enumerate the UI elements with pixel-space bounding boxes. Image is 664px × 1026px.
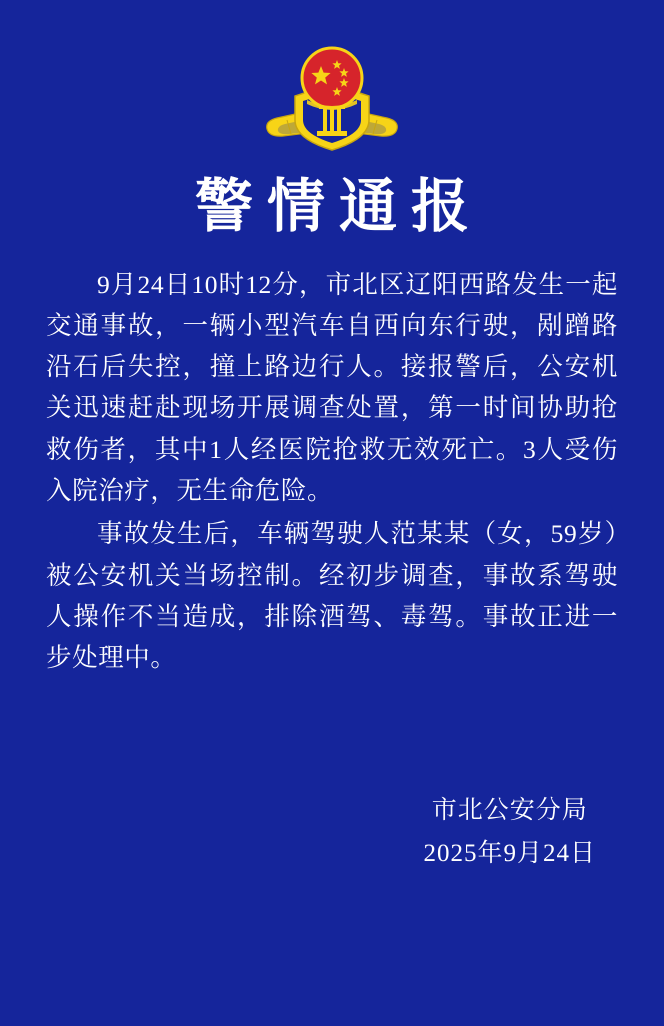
issue-date: 2025年9月24日 [423, 840, 596, 868]
notice-paragraph-2: 事故发生后，车辆驾驶人范某某（女，59岁）被公安机关当场控制。经初步调查，事故系驾驶人操作不当造成，排除酒驾、毒驾。事故正进一步处理中。 [46, 519, 618, 673]
notice-body [38, 264, 626, 681]
signature-block [423, 789, 596, 877]
notice-paragraph-1: 9月24日10时12分，市北区辽阳西路发生一起交通事故，一辆小型汽车自西向东行驶，剐蹭路沿石后失控，撞上路边行人。接报警后，公安机关迅速赶赴现场开展调查处置，第一时间协助抢救伤者，其中1人经医院抢救无效死亡。3人受伤入院治疗，无生命危险。 [46, 269, 618, 506]
issuer-name: 市北公安分局 [431, 796, 588, 824]
page-title: 警情通报 [194, 172, 483, 240]
emblem-container [38, 44, 626, 154]
china-police-badge-icon [257, 44, 407, 152]
